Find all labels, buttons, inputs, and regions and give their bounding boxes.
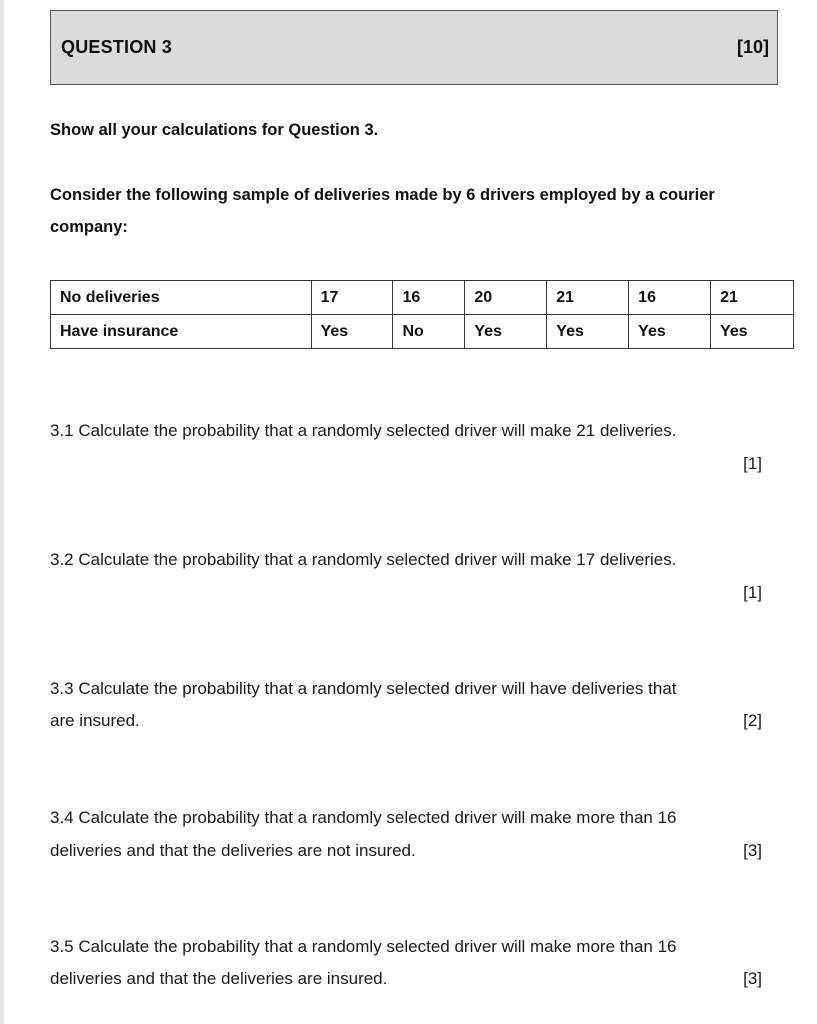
intro-line-1: Consider the following sample of deliveries made by 6 drivers employed by a courier — [50, 186, 715, 204]
question-3-1-text: 3.1 Calculate the probability that a randomly selected driver will make 21 deliveries. — [50, 421, 677, 440]
instruction-text: Show all your calculations for Question 3. — [50, 121, 379, 139]
question-3-5-text-cont: deliveries and that the deliveries are insured. — [50, 969, 388, 988]
table-row-insurance — [51, 315, 794, 349]
table-cell: Yes — [311, 315, 393, 349]
page-left-edge — [0, 0, 4, 1024]
table-cell: 16 — [393, 281, 465, 315]
row-header-insurance: Have insurance — [51, 315, 312, 349]
question-3-5-marks: [3] — [743, 969, 762, 988]
question-3-2-marks: [1] — [743, 583, 762, 602]
question-3-4-marks: [3] — [743, 841, 762, 860]
question-total-marks: [10] — [736, 37, 769, 57]
table-cell: 20 — [465, 281, 547, 315]
question-3-4-text-cont: deliveries and that the deliveries are not insured. — [50, 841, 416, 860]
table-cell: 17 — [311, 281, 393, 315]
row-header-deliveries: No deliveries — [51, 281, 312, 315]
question-3-2-text: 3.2 Calculate the probability that a randomly selected driver will make 17 deliveries. — [50, 550, 677, 569]
table-row-deliveries — [51, 281, 794, 315]
table-cell: 21 — [711, 281, 794, 315]
table-cell: Yes — [711, 315, 794, 349]
question-header — [50, 10, 778, 85]
table-cell: 16 — [629, 281, 711, 315]
question-3-5-text: 3.5 Calculate the probability that a randomly selected driver will make more than 16 — [50, 937, 677, 956]
table-cell: 21 — [547, 281, 629, 315]
table-cell: No — [393, 315, 465, 349]
question-3-3-marks: [2] — [743, 711, 762, 730]
deliveries-table — [50, 280, 794, 349]
intro-line-2: company: — [50, 218, 128, 236]
question-title: QUESTION 3 — [61, 37, 173, 57]
table-cell: Yes — [465, 315, 547, 349]
question-3-3-text: 3.3 Calculate the probability that a randomly selected driver will have deliveries that — [50, 679, 677, 698]
question-3-1-marks: [1] — [743, 454, 762, 473]
table-cell: Yes — [547, 315, 629, 349]
table-cell: Yes — [629, 315, 711, 349]
question-3-3-text-cont: are insured. — [50, 711, 140, 730]
question-3-4-text: 3.4 Calculate the probability that a randomly selected driver will make more than 16 — [50, 808, 677, 827]
